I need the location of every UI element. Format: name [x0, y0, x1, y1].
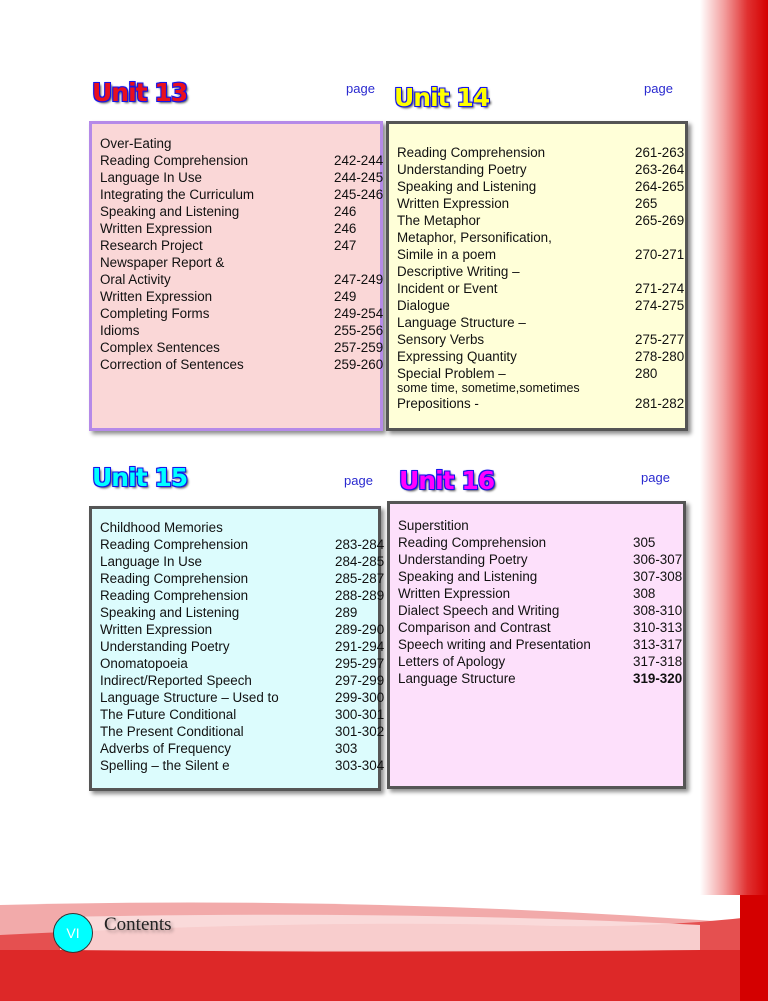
- entry-page: 305: [633, 535, 656, 550]
- entry-page: 255-256: [334, 323, 384, 338]
- contents-entry: [100, 271, 384, 288]
- entry-title: Simile in a poem: [397, 247, 496, 262]
- unit-contents-box: [386, 121, 688, 431]
- entry-title: Language Structure: [398, 671, 516, 686]
- entry-title: Dialogue: [397, 298, 450, 313]
- entry-title: Written Expression: [397, 196, 510, 211]
- contents-entry: [397, 263, 681, 280]
- unit-title: Unit 14: [394, 83, 490, 112]
- entry-page: 310-313: [633, 620, 683, 635]
- entry-page: 257-259: [334, 340, 384, 355]
- contents-entry: [100, 339, 384, 356]
- entry-page: 300-301: [335, 707, 385, 722]
- footer-wave: [0, 895, 768, 1001]
- entry-title: Understanding Poetry: [398, 552, 528, 567]
- entry-page: 301-302: [335, 724, 385, 739]
- entry-page: 259-260: [334, 357, 384, 372]
- entry-title: Newspaper Report &: [100, 255, 225, 270]
- entry-title: Speaking and Listening: [100, 605, 240, 620]
- entry-title: Superstition: [398, 518, 469, 533]
- entry-page: 297-299: [335, 673, 385, 688]
- contents-entry: [397, 178, 685, 195]
- entry-page: 303-304: [335, 758, 385, 773]
- contents-entry: [398, 602, 683, 619]
- entry-page: 308: [633, 586, 656, 601]
- contents-entry: [398, 585, 679, 602]
- entry-title: Research Project: [100, 238, 203, 253]
- entry-title: Adverbs of Frequency: [100, 741, 231, 756]
- entry-title: Reading Comprehension: [398, 535, 547, 550]
- entry-page: 263-264: [635, 162, 685, 177]
- contents-entry: [398, 619, 683, 636]
- entry-page: 285-287: [335, 571, 385, 586]
- entry-title: Understanding Poetry: [100, 639, 230, 654]
- entry-title: Reading Comprehension: [100, 537, 249, 552]
- entry-page: 265-269: [635, 213, 685, 228]
- contents-entry: [100, 740, 374, 757]
- entry-title: Language In Use: [100, 554, 202, 569]
- entry-title: Complex Sentences: [100, 340, 220, 355]
- contents-entry: [100, 706, 385, 723]
- entry-title: The Future Conditional: [100, 707, 237, 722]
- entry-title: Integrating the Curriculum: [100, 187, 255, 202]
- contents-entry: [397, 314, 681, 331]
- contents-entry: [100, 655, 385, 672]
- entry-page: 307-308: [633, 569, 683, 584]
- entry-title: The Metaphor: [397, 213, 481, 228]
- page-column-label: page: [641, 470, 670, 485]
- entry-page: 275-277: [635, 332, 685, 347]
- unit-contents-box: [89, 121, 383, 431]
- entry-title: Comparison and Contrast: [398, 620, 551, 635]
- contents-entry: [100, 723, 385, 740]
- contents-entry: [100, 152, 384, 169]
- entry-page: 265: [635, 196, 658, 211]
- entry-page: 264-265: [635, 179, 685, 194]
- contents-entry: [397, 229, 681, 246]
- entry-page: 271-274: [635, 281, 685, 296]
- entry-title: some time, sometime,sometimes: [397, 381, 580, 395]
- contents-entry: [100, 356, 384, 373]
- contents-entry: [100, 570, 385, 587]
- entry-title: Letters of Apology: [398, 654, 506, 669]
- entry-title: Special Problem –: [397, 366, 506, 381]
- contents-entry: [397, 348, 685, 365]
- entry-title: Language Structure –: [397, 315, 526, 330]
- entry-page: 317-318: [633, 654, 683, 669]
- contents-entry: [397, 246, 685, 263]
- entry-title: Language In Use: [100, 170, 202, 185]
- entry-page: 284-285: [335, 554, 385, 569]
- entry-page: 291-294: [335, 639, 385, 654]
- entry-page: 270-271: [635, 247, 685, 262]
- unit-title: Unit 13: [92, 78, 188, 107]
- unit-title: Unit 16: [399, 466, 495, 495]
- entry-title: Written Expression: [398, 586, 511, 601]
- contents-entry: [398, 534, 679, 551]
- contents-entry: [397, 331, 685, 348]
- entry-title: Reading Comprehension: [100, 588, 249, 603]
- contents-entry: [397, 297, 685, 314]
- contents-entry: [100, 322, 384, 339]
- entry-page: 299-300: [335, 690, 385, 705]
- entry-page: 246: [334, 204, 357, 219]
- page-column-label: page: [644, 81, 673, 96]
- entry-title: Reading Comprehension: [100, 571, 249, 586]
- unit-contents-box: [387, 501, 686, 789]
- contents-entry: [100, 604, 374, 621]
- entry-title: Onomatopoeia: [100, 656, 188, 671]
- entry-title: Written Expression: [100, 622, 213, 637]
- contents-entry: [100, 135, 376, 152]
- contents-entry: [397, 395, 685, 412]
- entry-title: Language Structure – Used to: [100, 690, 279, 705]
- entry-title: Indirect/Reported Speech: [100, 673, 252, 688]
- entry-title: Written Expression: [100, 221, 213, 236]
- entry-title: Descriptive Writing –: [397, 264, 520, 279]
- entry-page: 245-246: [334, 187, 384, 202]
- entry-page: 319-320: [633, 671, 683, 686]
- contents-entry: [398, 636, 683, 653]
- entry-title: Dialect Speech and Writing: [398, 603, 560, 618]
- entry-page: 244-245: [334, 170, 384, 185]
- page-column-label: page: [346, 81, 375, 96]
- entry-title: Reading Comprehension: [397, 145, 546, 160]
- entry-title: Spelling – the Silent e: [100, 758, 230, 773]
- section-title: Contents: [104, 914, 172, 935]
- contents-entry: [397, 195, 681, 212]
- entry-title: Sensory Verbs: [397, 332, 485, 347]
- entry-title: Correction of Sentences: [100, 357, 244, 372]
- entry-page: 246: [334, 221, 357, 236]
- contents-entry: [397, 280, 685, 297]
- entry-page: 261-263: [635, 145, 685, 160]
- entry-page: 249: [334, 289, 357, 304]
- contents-entry: [100, 672, 385, 689]
- contents-entry: [398, 551, 683, 568]
- entry-page: 281-282: [635, 396, 685, 411]
- contents-entry: [100, 220, 376, 237]
- contents-entry: [398, 670, 683, 687]
- contents-entry: [397, 212, 685, 229]
- contents-entry: [100, 519, 374, 536]
- entry-title: Completing Forms: [100, 306, 210, 321]
- contents-entry: [100, 237, 376, 254]
- contents-entry: [100, 186, 384, 203]
- contents-entry: [397, 161, 685, 178]
- unit-contents-box: [89, 506, 385, 791]
- contents-entry: [100, 689, 385, 706]
- entry-title: Childhood Memories: [100, 520, 223, 535]
- contents-entry: [100, 553, 385, 570]
- entry-page: 283-284: [335, 537, 385, 552]
- contents-entry: [100, 587, 385, 604]
- entry-page: 249-254: [334, 306, 384, 321]
- entry-title: Incident or Event: [397, 281, 498, 296]
- contents-entry: [397, 144, 685, 161]
- contents-entry: [100, 621, 385, 638]
- entry-title: Over-Eating: [100, 136, 172, 151]
- entry-page: 303: [335, 741, 358, 756]
- entry-title: Speech writing and Presentation: [398, 637, 591, 652]
- entry-page: 289-290: [335, 622, 385, 637]
- entry-page: 289: [335, 605, 358, 620]
- entry-title: Speaking and Listening: [100, 204, 240, 219]
- contents-entry: [398, 517, 679, 534]
- entry-page: 306-307: [633, 552, 683, 567]
- entry-title: Idioms: [100, 323, 140, 338]
- entry-title: Reading Comprehension: [100, 153, 249, 168]
- contents-entry: [100, 288, 376, 305]
- entry-title: Metaphor, Personification,: [397, 230, 552, 245]
- entry-title: Speaking and Listening: [398, 569, 538, 584]
- entry-page: 308-310: [633, 603, 683, 618]
- entry-title: Prepositions -: [397, 396, 479, 411]
- entry-title: Written Expression: [100, 289, 213, 304]
- contents-entry: [100, 169, 384, 186]
- entry-title: Oral Activity: [100, 272, 171, 287]
- entry-page: 247: [334, 238, 357, 253]
- entry-page: 313-317: [633, 637, 683, 652]
- entry-page: 274-275: [635, 298, 685, 313]
- entry-title: The Present Conditional: [100, 724, 244, 739]
- entry-title: Speaking and Listening: [397, 179, 537, 194]
- entry-page: 280: [635, 366, 658, 381]
- entry-page: 288-289: [335, 588, 385, 603]
- entry-title: Expressing Quantity: [397, 349, 517, 364]
- contents-entry: [100, 638, 385, 655]
- contents-entry: [398, 568, 683, 585]
- contents-entry: [398, 653, 683, 670]
- contents-entry: [100, 254, 376, 271]
- entry-page: 295-297: [335, 656, 385, 671]
- entry-page: 278-280: [635, 349, 685, 364]
- contents-entry: [100, 305, 384, 322]
- contents-entry: [100, 203, 376, 220]
- unit-title: Unit 15: [92, 463, 188, 492]
- contents-entry: [100, 536, 385, 553]
- page-number-badge: VI: [53, 913, 93, 953]
- entry-page: 242-244: [334, 153, 384, 168]
- page-edge-decoration: [700, 0, 768, 1001]
- entry-page: 247-249: [334, 272, 384, 287]
- entry-title: Understanding Poetry: [397, 162, 527, 177]
- page-column-label: page: [344, 473, 373, 488]
- contents-entry: [100, 757, 385, 774]
